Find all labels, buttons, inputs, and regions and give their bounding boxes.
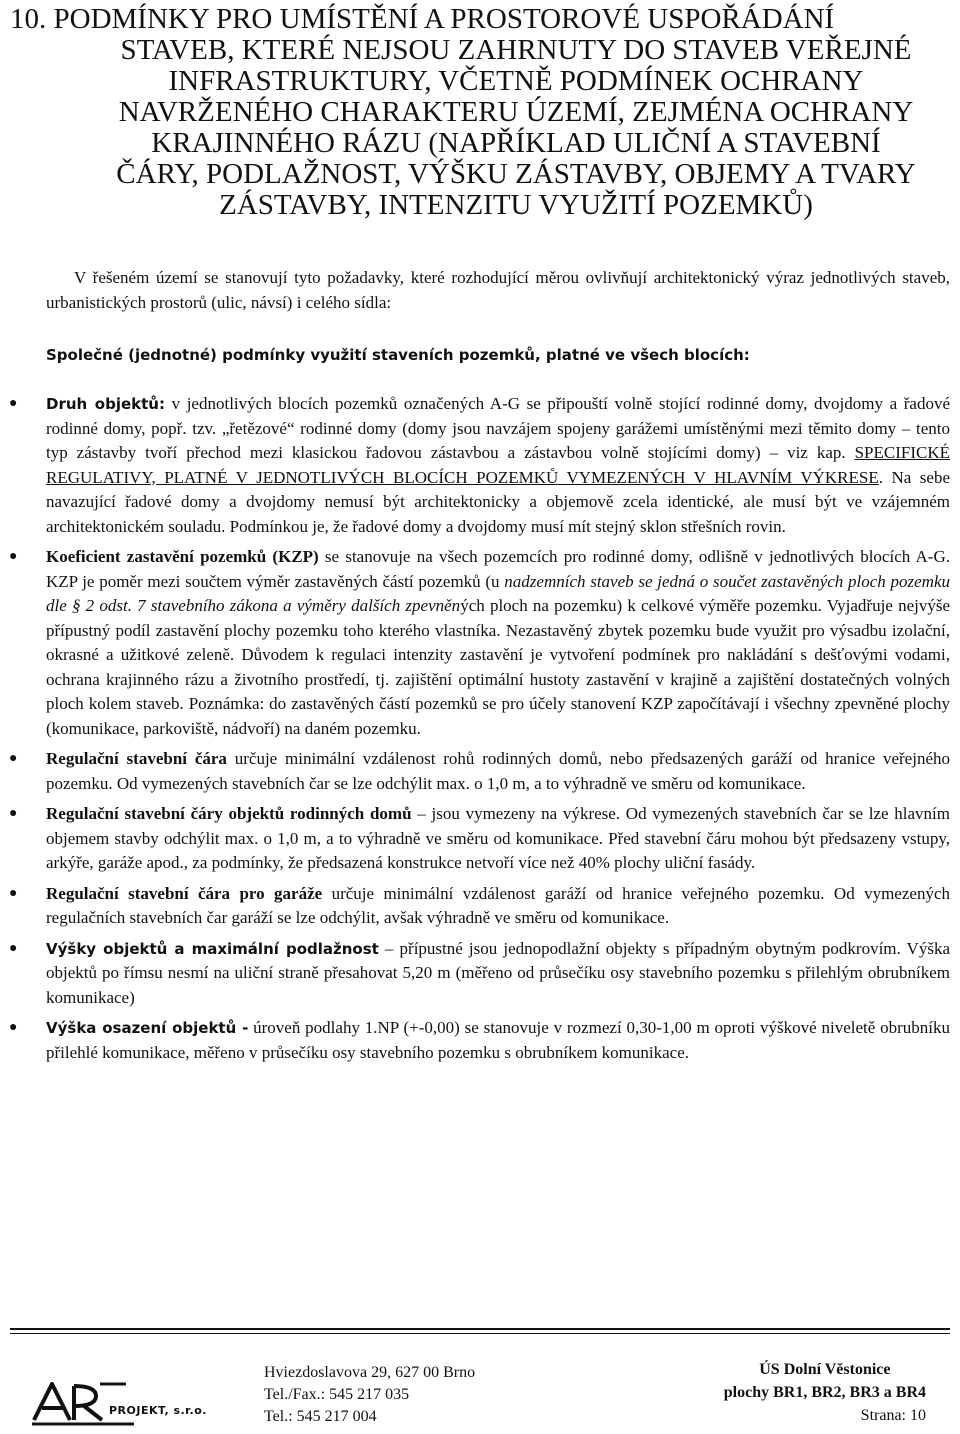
item-text: určuje minimální vzdálenost garáží od hranice veřejného pozemku. Od vymezených regulačních stavebních čar garáží se lze odchýlit, avšak výhradně ve směru od komunikace. — [46, 883, 950, 927]
phone-fax-line: Tel./Fax.: 545 217 035 — [264, 1386, 410, 1403]
item-text: – přípustné jsou jednopodlažní objekty s případným obytným podkrovím. Výška objektů po římsu nesmí na uliční straně přesahovat 5,20 m (měřeno od průsečíku osy stavebního pozemku s přilehlým obrubníkem komunikace) — [46, 938, 950, 1007]
footer-divider — [10, 1328, 950, 1334]
chapter-reference-link[interactable]: SPECIFICKÉ REGULATIVY, PLATNÉ V JEDNOTLIVÝCH BLOCÍCH POZEMKŮ VYMEZENÝCH V HLAVNÍM VÝKRESE — [46, 443, 950, 487]
item-label: Výšky objektů a maximální podlažnost — [46, 939, 379, 958]
item-label: Výška osazení objektů - — [46, 1019, 249, 1037]
bullet-icon: ● — [9, 751, 18, 766]
project-areas: plochy BR1, BR2, BR3 a BR4 — [723, 1384, 926, 1401]
item-label: Regulační stavební čára pro garáže — [46, 883, 323, 903]
bullet-icon: ● — [9, 396, 18, 411]
list-item — [0, 1016, 960, 1065]
logo-text: PROJEKT, s.r.o. — [109, 1404, 207, 1417]
list-item — [0, 545, 960, 741]
item-text: v jednotlivých blocích pozemků označených A-G se připouští volně stojící rodinné domy, dvojdomy a řadové rodinné domy, popř. tzv. „řetězové“ rodinné domy (domy jsou navzájem spojeny garážemi umístěnými mezi těmito domy – tento typ zástavby tvoří přechod mezi klasickou řadovou zástavbou a zástavbou volně stojícími domy) – viz kap. — [46, 394, 951, 462]
item-text: – jsou vymezeny na výkrese. Od vymezených stavebních čar se lze hlavním objemem stavby odchýlit max. o 1,0 m, a to výhradně ve směru od komunikace. Před stavební čáru mohou být předsazeny vstupy, arkýře, garáže apod., za podmínky, že předsazená konstrukce netvoří více než 40% plochy uliční fasády. — [46, 804, 950, 872]
title-line: NAVRŽENÉHO CHARAKTERU ÚZEMÍ, ZEJMÉNA OCHRANY — [118, 96, 914, 128]
title-line: STAVEB, KTERÉ NEJSOU ZAHRNUTY DO STAVEB VEŘEJNÉ — [120, 34, 912, 66]
list-item — [0, 882, 960, 931]
common-conditions-heading: Společné (jednotné) podmínky využití staveních pozemků, platné ve všech blocích: — [46, 346, 750, 364]
company-logo-icon — [30, 1378, 220, 1426]
item-text: určuje minimální vzdálenost rohů rodinných domů, nebo předsazených garáží od hranice veřejného pozemku. Od vymezených stavebních čar se lze odchýlit max. o 1,0 m, a to výhradně ve směru od komunikace. — [46, 749, 950, 793]
title-line: KRAJINNÉHO RÁZU (NAPŘÍKLAD ULIČNÍ A STAVEBNÍ — [151, 127, 881, 159]
page-number: Strana: 10 — [860, 1407, 926, 1424]
item-text: úroveň podlahy 1.NP (+-0,00) se stanovuje v rozmezí 0,30-1,00 m oproti výškové niveletě obrubníku přilehlé komunikace, měřeno v průsečíku osy stavebního pozemku s obrubníkem komunikace. — [46, 1018, 950, 1062]
bullet-icon: ● — [9, 885, 18, 901]
company-address — [264, 1362, 475, 1428]
title-line: ČÁRY, PODLAŽNOST, VÝŠKU ZÁSTAVBY, OBJEMY A TVARY — [116, 158, 916, 190]
title-line: 10. PODMÍNKY PRO UMÍSTĚNÍ A PROSTOROVÉ USPOŘÁDÁNÍ — [10, 3, 835, 35]
intro-paragraph: V řešeném území se stanovují tyto požadavky, které rozhodující měrou ovlivňují architektonický výraz jednotlivých staveb, urbanistických prostorů (ulic, návsí) i celého sídla: — [46, 268, 950, 312]
chapter-title — [10, 3, 946, 221]
bullet-icon: ● — [9, 806, 18, 821]
project-name: ÚS Dolní Věstonice — [759, 1361, 891, 1378]
item-text: se stanovuje na všech pozemcích pro rodinné domy, odlišně v jednotlivých blocích A-G. KZP je poměr mezi součtem výměr zastavěných částí pozemků (u — [46, 547, 950, 591]
conditions-list — [0, 392, 960, 1071]
list-item — [0, 937, 960, 1011]
item-label: Regulační stavební čáry objektů rodinných domů — [46, 804, 412, 823]
item-text: ých ploch na pozemku) k celkové výměře pozemku. Vyjadřuje nejvýše přípustný podíl zastavění plochy pozemku toho kterého vlastníka. Nezastavěný zbytek pozemku bude využit pro výsadbu izolační, okrasné a užitkové zeleně. Důvodem k regulaci intenzity zastavění je vytvoření podmínek pro nakládání s dešťovými vodami, ochrana krajinného rázu a životního prostředí, tj. zajištění optimální hustoty zastavění v krajině a zajištění dostatečných volných ploch kolem staveb. Poznámka: do zastavěných částí pozemků se pro účely stanovení KZP započítávají i všechny zpevněné plochy (komunikace, parkoviště, nádvoří) na daném pozemku. — [46, 596, 950, 738]
item-text: . Na sebe navazující řadové domy a dvojdomy nemusí být architektonicky a objemově zcela identické, ale musí být ve vzájemném architektonickém souladu. Podmínkou je, že řadové domy a dvojdomy musí mít stejný sklon střešních rovin. — [46, 467, 950, 536]
phone-line: Tel.: 545 217 004 — [264, 1408, 377, 1425]
address-line: Hviezdoslavova 29, 627 00 Brno — [264, 1364, 476, 1381]
bullet-icon: ● — [9, 1020, 18, 1035]
item-label: Koeficient zastavění pozemků (KZP) — [46, 547, 319, 566]
title-line: ZÁSTAVBY, INTENZITU VYUŽITÍ POZEMKŮ) — [219, 189, 813, 221]
bullet-icon: ● — [9, 940, 18, 956]
item-label: Regulační stavební čára — [46, 749, 227, 768]
item-label: Druh objektů: — [46, 395, 165, 413]
item-italic-text: nadzemních staveb se jedná o součet zastavěných ploch pozemku dle § 2 odst. 7 stavebního zákona a výměry dalších zpevněn — [46, 571, 950, 615]
title-line: INFRASTRUKTURY, VČETNĚ PODMÍNEK OCHRANY — [168, 65, 864, 97]
list-item — [0, 392, 960, 539]
bullet-icon: ● — [9, 549, 18, 564]
footer-project-info — [724, 1358, 926, 1427]
list-item — [0, 747, 960, 796]
list-item — [0, 802, 960, 876]
